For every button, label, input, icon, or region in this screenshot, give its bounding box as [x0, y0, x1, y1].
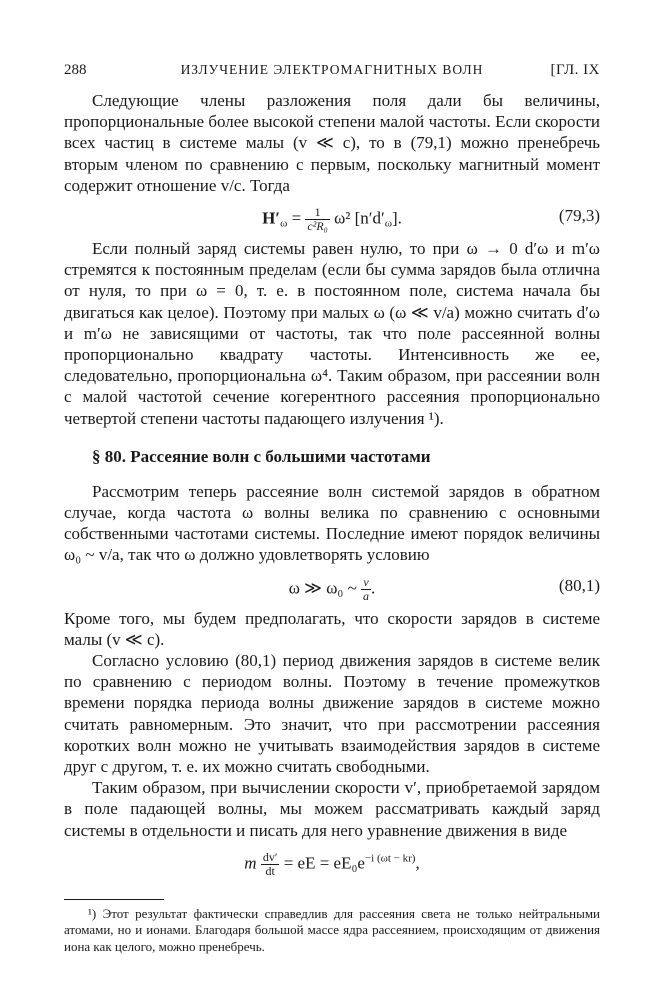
eq1-number: (79,3) [558, 206, 600, 226]
equation-80-1 [64, 566, 600, 608]
eq1-lhs-sub: ω [280, 217, 288, 230]
eq1-frac-num: 1 [305, 206, 329, 220]
book-page [64, 62, 600, 955]
equation-motion [64, 841, 600, 883]
eq3-end: , [415, 853, 420, 873]
eq3-rhs: = eE = eE₀e [279, 853, 365, 873]
eq1-fraction [305, 206, 329, 233]
eq1-equals: = [287, 208, 306, 228]
eq2-frac-num: v [361, 576, 371, 590]
eq2-fraction [361, 576, 371, 603]
eq2-number: (80,1) [558, 575, 600, 595]
footnote-divider [64, 899, 164, 900]
running-title: ИЗЛУЧЕНИЕ ЭЛЕКТРОМАГНИТНЫХ ВОЛН [180, 62, 484, 77]
equation-79-3 [64, 196, 600, 238]
paragraph-1: Следующие члены разложения поля дали бы величины, пропорциональные более высокой степени малой частоты. Если скорости всех частиц в системе малы (v ≪ c), то в (79,1) можно пренебречь вторым членом по сравнению с первым, поскольку магнитный момент содержит отношение v/c. Тогда [64, 91, 600, 195]
paragraph-3: Рассмотрим теперь рассеяние волн системой зарядов в обратном случае, когда частота ω волны велика по сравнению с основными собственными частотами системы. Последние имеют порядок величины ω₀ ~ v/a, так что ω должно удовлетворять условию [64, 481, 600, 565]
page-number: 288 [64, 62, 87, 78]
eq3-frac-num: dv′ [262, 849, 278, 864]
eq3-rhs-sup: −i (ωt − kr) [364, 852, 416, 865]
eq3-fraction [261, 851, 280, 878]
footnote: ¹) Этот результат фактически справедлив для рассеяния света не только нейтральными атомами, но и ионами. Благодаря большой массе ядра рассеянием, происходящим от движения иона как целого, можно пренебречь. [64, 905, 600, 954]
eq1-frac-den: c²R₀ [307, 219, 328, 234]
eq1-rhs-sub: ω [384, 217, 392, 230]
eq2-lhs: ω ≫ ω₀ ~ [288, 578, 362, 598]
chapter-label: [ГЛ. IX [550, 62, 600, 78]
eq2-frac-den: a [363, 588, 370, 603]
eq1-rhs-end: ]. [392, 208, 402, 228]
eq3-lhs: m [244, 853, 261, 873]
section-title: § 80. Рассеяние волн с большими частотами [92, 446, 431, 466]
paragraph-2: Если полный заряд системы равен нулю, то при ω → 0 d′ω и m′ω стремятся к постоянным пределам (если бы сумма зарядов была отлична от нуля, то при ω = 0, т. е. в постоянном поле, система начала бы двигаться как целое). Поэтому при малых ω (ω ≪ v/a) можно считать d′ω и m′ω не зависящими от частоты, так что поле рассеянной волны пропорционально квадрату частоты. Интенсивность же ее, следовательно, пропорциональна ω⁴. Таким образом, при рассеянии волн с малой частотой сечение когерентного рассеяния пропорционально четвертой степени частоты падающего излучения ¹). [64, 239, 600, 428]
eq1-lhs: H′ [262, 208, 281, 228]
paragraph-6: Таким образом, при вычислении скорости v′, приобретаемой зарядом в поле падающей волны, мы можем рассматривать каждый заряд системы в отдельности и писать для него уравнение движения в виде [64, 778, 600, 840]
paragraph-5: Согласно условию (80,1) период движения зарядов в системе велик по сравнению с периодом волны. Поэтому в течение промежутков времени порядка периода волны движение зарядов в системе можно считать равномерным. Это значит, что при рассмотрении рассеяния коротких волн можно не учитывать взаимодействия зарядов в системе друг с другом, т. е. их можно считать свободными. [64, 651, 600, 777]
paragraph-4: Кроме того, мы будем предполагать, что скорости зарядов в системе малы (v ≪ c). [64, 608, 600, 649]
eq3-frac-den: dt [265, 863, 275, 878]
eq2-end: . [371, 578, 376, 598]
eq1-rhs: ω² [n′d′ [329, 208, 385, 228]
running-header [64, 62, 600, 90]
